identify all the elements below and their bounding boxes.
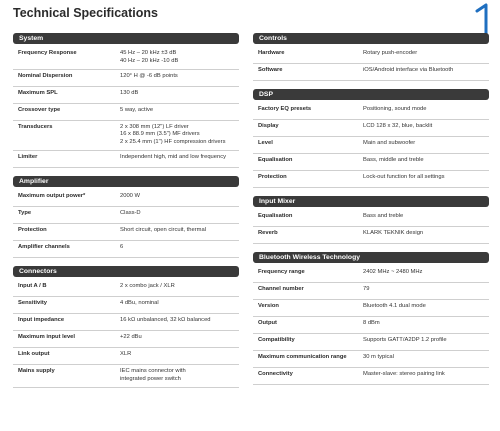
spec-value [363,354,489,364]
spec-value [363,303,489,313]
spec-value-line: 2 x 25.4 mm (1") HF compression drivers [120,139,226,146]
spec-value-line: Rotary push-encoder [363,50,418,56]
spec-value-line: Bluetooth 4.1 dual mode [363,303,426,309]
section-amplifier [13,176,239,258]
spec-row [253,64,489,81]
spec-row [253,300,489,317]
spec-label: Factory EQ presets [258,106,312,112]
spec-value-line: 2402 MHz ~ 2480 MHz [363,269,423,275]
spec-label: Protection [258,174,287,180]
spec-row [13,331,239,348]
spec-row [13,70,239,87]
spec-label: Display [258,123,279,129]
spec-value [120,283,239,293]
spec-value [363,174,489,184]
right-column [253,33,489,393]
spec-row [13,314,239,331]
spec-label: Hardware [258,50,285,56]
spec-value-line: KLARK TEKNIK design [363,230,424,236]
spec-value-line: Master-slave: stereo pairing link [363,371,445,377]
section-dsp [253,89,489,188]
spec-label: Link output [18,350,50,357]
spec-value [363,337,489,347]
spec-row [13,121,239,151]
section-header: Connectors [13,266,239,277]
spec-value [120,107,239,117]
spec-value [363,67,489,77]
spec-label: Crossover type [18,106,61,113]
spec-row [13,241,239,258]
spec-value [120,227,239,237]
spec-row [253,317,489,334]
section-input-mixer [253,196,489,244]
spec-value-line: 6 [120,243,124,250]
spec-value [363,230,489,240]
spec-label: Version [258,303,279,309]
spec-value [120,368,239,384]
spec-value-line: 4 dBu, nominal [120,299,159,306]
spec-label: Equalisation [258,157,293,163]
spec-value [120,317,239,327]
spec-value-line: 5 way, active [120,106,154,113]
spec-value-line: Bass, middle and treble [363,157,424,163]
spec-row [13,190,239,207]
spec-label: Software [258,67,283,73]
spec-value-line: 16 kΩ unbalanced, 32 kΩ balanced [120,316,211,323]
spec-row [253,154,489,171]
spec-value [363,371,489,381]
spec-row [253,210,489,227]
spec-label: Maximum input level [18,333,76,340]
spec-value-line: Positioning, sound mode [363,106,427,112]
section-header: Amplifier [13,176,239,187]
spec-value-line: LCD 128 x 32, blue, backlit [363,123,433,129]
section-header: System [13,33,239,44]
spec-row [253,227,489,244]
spec-label: Limiter [18,153,38,160]
spec-value [120,50,239,66]
spec-value [363,320,489,330]
spec-label: Amplifier channels [18,243,70,250]
left-column [13,33,239,396]
spec-value-line: Bass and treble [363,213,404,219]
spec-value-line: 45 Hz – 20 kHz ±3 dB [120,50,177,56]
spec-value-line: 16 x 88.9 mm (3.5") MF drivers [120,131,200,138]
spec-value-line: 79 [363,286,370,292]
spec-row [253,47,489,64]
spec-value-line: 2 x combo jack / XLR [120,282,175,289]
spec-label: Equalisation [258,213,293,219]
spec-row [253,103,489,120]
spec-label: Sensitivity [18,299,47,306]
spec-value [363,123,489,133]
spec-label: Transducers [18,123,53,130]
spec-row [253,137,489,154]
spec-row [13,47,239,70]
spec-row [253,120,489,137]
spec-label: Maximum output power* [18,192,86,199]
spec-row [13,87,239,104]
spec-value-line: Short circuit, open circuit, thermal [120,226,207,233]
spec-label: Nominal Dispersion [18,72,73,79]
spec-value [120,351,239,361]
spec-value-line: 2 x 308 mm (12") LF driver [120,123,189,130]
spec-value-line: IEC mains connector with [120,367,186,374]
spec-row [13,224,239,241]
spec-value-line: integrated power switch [120,375,181,382]
spec-label: Compatibility [258,337,295,343]
spec-value [120,73,239,83]
spec-value [363,269,489,279]
section-bluetooth-wireless-technology [253,252,489,385]
spec-row [13,348,239,365]
page-title: Technical Specifications [13,6,158,20]
spec-row [13,207,239,224]
spec-value [120,334,239,344]
section-header: Controls [253,33,489,44]
section-system [13,33,239,168]
section-controls [253,33,489,81]
handwritten-one-mark [472,2,494,36]
spec-label: Type [18,209,32,216]
spec-value-line: 130 dB [120,89,139,96]
spec-label: Mains supply [18,367,55,374]
spec-value [120,193,239,203]
spec-label: Connectivity [258,371,293,377]
spec-value [363,50,489,60]
spec-row [13,104,239,121]
spec-value [363,286,489,296]
spec-value [363,213,489,223]
spec-value-line: Main and subwoofer [363,140,416,146]
spec-row [253,368,489,385]
spec-label: Protection [18,226,47,233]
spec-label: Channel number [258,286,304,292]
spec-value [120,90,239,100]
section-header: Bluetooth Wireless Technology [253,252,489,263]
spec-label: Frequency Response [18,50,77,56]
spec-value-line: iOS/Android interface via Bluetooth [363,67,454,73]
spec-value [120,210,239,220]
spec-value [363,106,489,116]
spec-value-line: 30 m typical [363,354,394,360]
spec-label: Input A / B [18,282,47,289]
spec-value-line: +22 dBu [120,333,142,340]
spec-row [253,283,489,300]
spec-label: Level [258,140,273,146]
spec-value [120,300,239,310]
spec-value-line: Class-D [120,209,141,216]
section-header: DSP [253,89,489,100]
spec-label: Output [258,320,277,326]
spec-value-line: 2000 W [120,192,140,199]
spec-value [363,157,489,167]
spec-row [13,365,239,388]
spec-row [253,334,489,351]
spec-row [13,280,239,297]
spec-value-line: XLR [120,350,132,357]
spec-value [120,244,239,254]
spec-row [253,266,489,283]
spec-value-line: 120° H @ -6 dB points [120,72,178,79]
spec-row [253,351,489,368]
spec-value-line: Independent high, mid and low frequency [120,153,227,160]
spec-label: Maximum SPL [18,89,58,96]
section-connectors [13,266,239,388]
spec-label: Input impedance [18,316,65,323]
section-header: Input Mixer [253,196,489,207]
spec-value [363,140,489,150]
spec-row [13,151,239,168]
spec-value-line: Supports GATT/A2DP 1.2 profile [363,337,447,343]
spec-label: Reverb [258,230,278,236]
spec-value-line: 8 dBm [363,320,380,326]
spec-row [13,297,239,314]
spec-label: Frequency range [258,269,305,275]
spec-value-line: 40 Hz – 20 kHz -10 dB [120,57,179,64]
spec-label: Maximum communication range [258,354,347,360]
spec-value [120,124,239,147]
spec-value [120,154,239,164]
spec-row [253,171,489,188]
spec-value-line: Lock-out function for all settings [363,174,445,180]
